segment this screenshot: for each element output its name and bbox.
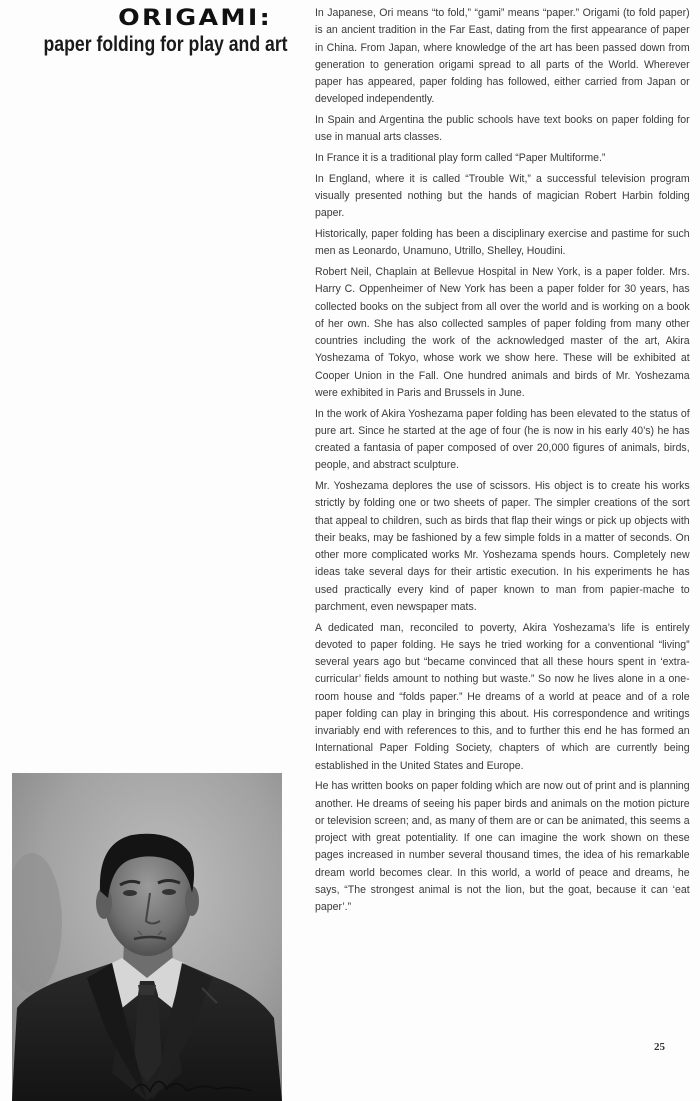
paragraph: Robert Neil, Chaplain at Bellevue Hospital in New York, is a paper folder. Mrs. Harry C. Oppenheimer of New York has been a paper folder for 30 years, has collected books on the subject from all over the world and is working on a book of her own. She has also collected samples of paper folding from many other countries including the work of the acknowledged master of the art, Akira Yoshezama of Tokyo, whose work we show here. These will be exhibited at Cooper Union in the Fall. One hundred animals and birds of Mr. Yoshezama were exhibited in Paris and Brussels in June. (315, 266, 690, 399)
paragraph: In Spain and Argentina the public schools have text books on paper folding for use in manual arts classes. (315, 114, 690, 144)
paragraph: He has written books on paper folding which are now out of print and is planning another. He dreams of seeing his paper birds and animals on the motion picture or television screen; and, as many of them are or can be animated, this seems a project with great potentiality. If one can imagine the work shown on these pages increased in number several thousand times, the idea of his remarkable dream world becomes clear. In this world, a world of peace and dreams, he says, “The strongest animal is not the lion, but the goat, because it can ‘eat paper’.” (315, 780, 690, 913)
paragraph: Mr. Yoshezama deplores the use of scissors. His object is to create his works strictly by folding one or two sheets of paper. The simpler creations of the sort that appeal to children, such as birds that flap their wings or pick up objects with their beaks, may be fashioned by a few simple folds in a matter of seconds. On other more complicated works Mr. Yoshezama spends hours. Completely new ideas take several days for their artistic execution. In his experiments he has used practically every kind of paper known to man from papier-mache to parchment, even newspaper mats. (315, 480, 690, 613)
page-number: 25 (654, 1041, 665, 1053)
paragraph: A dedicated man, reconciled to poverty, Akira Yoshezama’s life is entirely devoted to paper folding. He says he tried working for a conventional “living” several years ago but “became convinced that all these hours spent in ‘extra-curricular’ fields amount to nothing but waste.” So now he lives alone in a one-room house and “folds paper.” He dreams of a world at peace and of a role paper folding can play in bringing this about. His correspondence and writings invariably end with references to this, and to further this end he has formed an International Paper Folding Society, chapters of which are currently being established in the United States and Europe. (315, 621, 690, 772)
article-body (315, 5, 690, 920)
portrait-illustration (12, 773, 282, 1101)
article-title: ORIGAMI: (118, 6, 272, 31)
paragraph: In the work of Akira Yoshezama paper folding has been elevated to the status of pure art. Since he started at the age of four (he is now in his early 40’s) he has created a fantasia of paper composed of over 20,000 figures of animals, birds, people, and abstract sculpture. (315, 407, 690, 472)
paragraph: In Japanese, Ori means “to fold,” “gami” means “paper.” Origami (to fold paper) is an ancient tradition in the Far East, dating from the first appearance of paper in China. From Japan, where knowledge of the art has been passed down from generation to generation origami spread to all parts of the World. Wherever paper has appeared, paper folding has followed, either carried from Japan or developed independently. (315, 7, 690, 106)
article-header (0, 6, 288, 58)
portrait-photo (12, 773, 282, 1101)
article-subtitle: paper folding for play and art (43, 33, 288, 56)
paragraph: Historically, paper folding has been a disciplinary exercise and pastime for such men as Leonardo, Unamuno, Utrillo, Shelley, Houdini. (315, 228, 690, 258)
paragraph: In France it is a traditional play form called “Paper Multiforme.” (315, 152, 606, 164)
paragraph: In England, where it is called “Trouble Wit,” a successful television program visually presented nothing but the hands of magician Robert Harbin folding paper. (315, 172, 690, 220)
